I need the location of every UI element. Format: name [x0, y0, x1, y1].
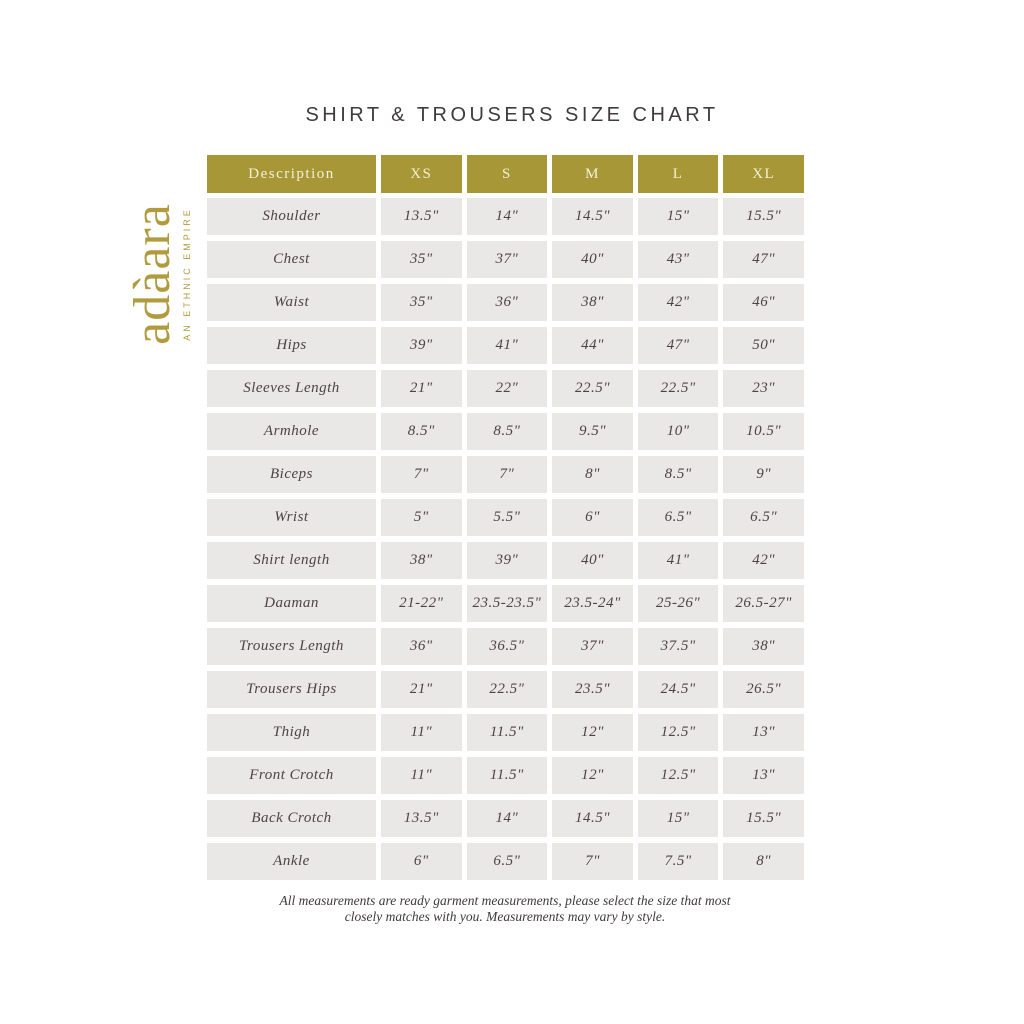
measurement-cell: 47": [638, 327, 719, 364]
measurement-cell: 39": [381, 327, 462, 364]
row-label: Chest: [207, 241, 376, 278]
measurement-cell: 13.5": [381, 800, 462, 837]
measurement-cell: 41": [638, 542, 719, 579]
row-label: Waist: [207, 284, 376, 321]
row-label: Shirt length: [207, 542, 376, 579]
column-header-m: M: [552, 155, 633, 193]
measurement-cell: 22.5": [638, 370, 719, 407]
measurement-cell: 42": [638, 284, 719, 321]
measurement-cell: 41": [467, 327, 548, 364]
row-label: Daaman: [207, 585, 376, 622]
brand-logo: [124, 168, 204, 380]
row-label: Thigh: [207, 714, 376, 751]
measurement-cell: 8.5": [638, 456, 719, 493]
measurement-cell: 9": [723, 456, 804, 493]
column-header-l: L: [638, 155, 719, 193]
measurement-cell: 50": [723, 327, 804, 364]
footer-line-2: closely matches with you. Measurements may vary by style.: [344, 909, 666, 924]
measurement-cell: 36.5": [467, 628, 548, 665]
measurement-cell: 40": [552, 241, 633, 278]
measurement-cell: 10": [638, 413, 719, 450]
measurement-cell: 26.5": [723, 671, 804, 708]
measurement-cell: 12.5": [638, 714, 719, 751]
measurement-cell: 9.5": [552, 413, 633, 450]
measurement-cell: 23.5-23.5": [467, 585, 548, 622]
measurement-cell: 23.5-24": [552, 585, 633, 622]
column-header-xl: XL: [723, 155, 804, 193]
measurement-cell: 38": [381, 542, 462, 579]
measurement-cell: 47": [723, 241, 804, 278]
measurement-cell: 14.5": [552, 198, 633, 235]
measurement-cell: 37.5": [638, 628, 719, 665]
measurement-cell: 13.5": [381, 198, 462, 235]
measurement-cell: 6": [552, 499, 633, 536]
measurement-cell: 38": [723, 628, 804, 665]
measurement-cell: 7": [467, 456, 548, 493]
measurement-cell: 11.5": [467, 757, 548, 794]
brand-tagline: AN ETHNIC EMPIRE: [182, 207, 192, 341]
measurement-cell: 22": [467, 370, 548, 407]
row-label: Sleeves Length: [207, 370, 376, 407]
measurement-cell: 7": [552, 843, 633, 880]
measurement-cell: 24.5": [638, 671, 719, 708]
row-label: Front Crotch: [207, 757, 376, 794]
column-header-s: S: [467, 155, 548, 193]
measurement-cell: 11.5": [467, 714, 548, 751]
row-label: Hips: [207, 327, 376, 364]
column-header-description: Description: [207, 155, 376, 193]
measurement-cell: 15": [638, 198, 719, 235]
row-label: Biceps: [207, 456, 376, 493]
measurement-cell: 11": [381, 757, 462, 794]
footer-note: [0, 893, 1010, 925]
column-header-xs: XS: [381, 155, 462, 193]
measurement-cell: 38": [552, 284, 633, 321]
measurement-cell: 37": [552, 628, 633, 665]
measurement-cell: 36": [381, 628, 462, 665]
row-label: Armhole: [207, 413, 376, 450]
row-label: Wrist: [207, 499, 376, 536]
measurement-cell: 21": [381, 370, 462, 407]
measurement-cell: 22.5": [467, 671, 548, 708]
measurement-cell: 7": [381, 456, 462, 493]
measurement-cell: 14": [467, 800, 548, 837]
measurement-cell: 21": [381, 671, 462, 708]
measurement-cell: 10.5": [723, 413, 804, 450]
measurement-cell: 23.5": [552, 671, 633, 708]
measurement-cell: 5": [381, 499, 462, 536]
measurement-cell: 23": [723, 370, 804, 407]
measurement-cell: 15.5": [723, 198, 804, 235]
measurement-cell: 39": [467, 542, 548, 579]
measurement-cell: 6.5": [638, 499, 719, 536]
measurement-cell: 44": [552, 327, 633, 364]
row-label: Back Crotch: [207, 800, 376, 837]
row-label: Trousers Length: [207, 628, 376, 665]
brand-wordmark: adàara: [124, 203, 181, 345]
measurement-cell: 25-26": [638, 585, 719, 622]
measurement-cell: 7.5": [638, 843, 719, 880]
measurement-cell: 35": [381, 284, 462, 321]
measurement-cell: 37": [467, 241, 548, 278]
measurement-cell: 14.5": [552, 800, 633, 837]
measurement-cell: 11": [381, 714, 462, 751]
page-title: SHIRT & TROUSERS SIZE CHART: [305, 104, 719, 126]
measurement-cell: 13": [723, 757, 804, 794]
measurement-cell: 6.5": [467, 843, 548, 880]
row-label: Shoulder: [207, 198, 376, 235]
measurement-cell: 46": [723, 284, 804, 321]
measurement-cell: 12": [552, 757, 633, 794]
measurement-cell: 43": [638, 241, 719, 278]
measurement-cell: 40": [552, 542, 633, 579]
measurement-cell: 22.5": [552, 370, 633, 407]
measurement-cell: 5.5": [467, 499, 548, 536]
size-table: [207, 155, 804, 880]
measurement-cell: 14": [467, 198, 548, 235]
measurement-cell: 15": [638, 800, 719, 837]
measurement-cell: 6.5": [723, 499, 804, 536]
measurement-cell: 42": [723, 542, 804, 579]
measurement-cell: 12": [552, 714, 633, 751]
measurement-cell: 35": [381, 241, 462, 278]
measurement-cell: 8.5": [467, 413, 548, 450]
measurement-cell: 8.5": [381, 413, 462, 450]
measurement-cell: 36": [467, 284, 548, 321]
row-label: Trousers Hips: [207, 671, 376, 708]
measurement-cell: 13": [723, 714, 804, 751]
measurement-cell: 6": [381, 843, 462, 880]
measurement-cell: 8": [723, 843, 804, 880]
footer-line-1: All measurements are ready garment measurements, please select the size that most: [279, 893, 731, 908]
measurement-cell: 26.5-27": [723, 585, 804, 622]
measurement-cell: 12.5": [638, 757, 719, 794]
measurement-cell: 8": [552, 456, 633, 493]
measurement-cell: 15.5": [723, 800, 804, 837]
row-label: Ankle: [207, 843, 376, 880]
measurement-cell: 21-22": [381, 585, 462, 622]
